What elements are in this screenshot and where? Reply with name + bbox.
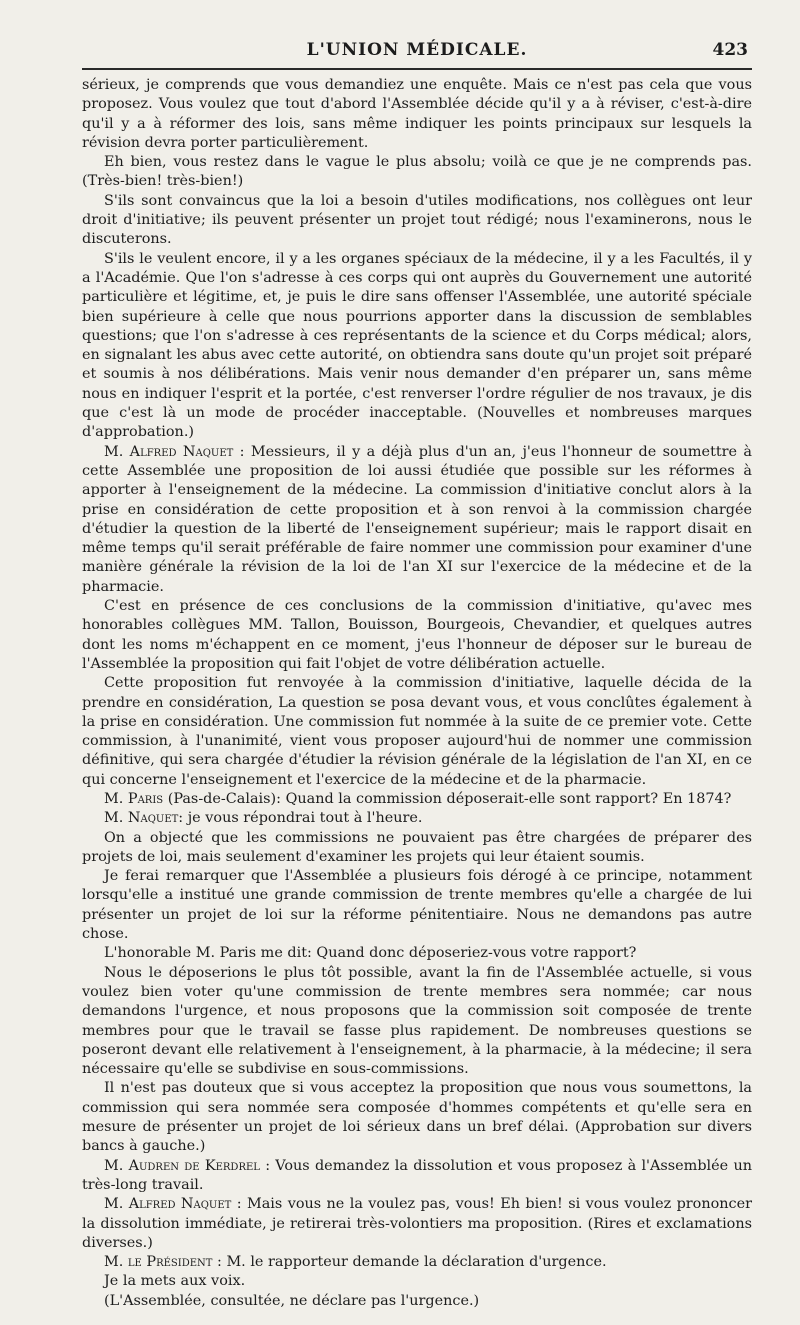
paragraph [82, 250, 752, 443]
paragraph [82, 597, 752, 674]
paragraph-text: Eh bien, vous restez dans le vague le plus absolu; voilà ce que je ne comprends pas. (Très-bien! très-bien!) [82, 154, 752, 190]
paragraph-text: S'ils le veulent encore, il y a les organes spéciaux de la médecine, il y a les Facultés, il y a l'Académie. Que l'on s'adresse à ces corps qui ont auprès du Gouvernement une autorité particulière et légitime, et, je puis le dire sans offenser l'Assemblée, une autorité spéciale bien supérieure à celle que nous pourrions apporter dans la discussion de semblables questions; que l'on s'adresse à ces représentants de la science et du Corps médical; alors, en signalant les abus avec cette autorité, on obtiendra sans doute qu'un projet soit préparé et soumis à nos délibérations. Mais venir nous demander d'en préparer un, sans même nous en indiquer l'esprit et la portée, c'est renverser l'ordre régulier de nos travaux, je dis que c'est là un mode de procéder inacceptable. (Nouvelles et nombreuses marques d'approbation.) [82, 250, 752, 441]
paragraph [82, 1292, 752, 1311]
running-head [82, 34, 752, 70]
paragraph-text: Je la mets aux voix. [104, 1273, 246, 1290]
speaker-name: M. Alfred Naquet [104, 443, 234, 460]
paragraph-text: : Messieurs, il y a déjà plus d'un an, j'eus l'honneur de soumettre à cette Assemblée une proposition de loi aussi étudiée que possible sur les réformes à apporter à l'enseignement de la médecine. La commission d'initiative conclut alors à la prise en considération de cette proposition et à son renvoi à la commission chargée d'étudier la question de la liberté de l'enseignement supérieur; mais le rapport disait en même temps qu'il serait préférable de faire nommer une commission pour examiner d'une manière générale la révision de la loi de l'an XI sur l'exercice de la médecine et de la pharmacie. [82, 443, 752, 595]
paragraph [82, 1253, 752, 1272]
paragraph [82, 153, 752, 192]
paragraph [82, 192, 752, 250]
paragraph [82, 790, 752, 809]
paragraph [82, 829, 752, 868]
speaker-name: M. le Président [104, 1254, 213, 1271]
paragraph [82, 1157, 752, 1196]
paragraph [82, 674, 752, 790]
paragraph-text: Il n'est pas douteux que si vous acceptez la proposition que nous vous soumettons, la commission qui sera nommée sera composée d'hommes compétents et qu'elle sera en mesure de présenter un projet de loi sérieux dans un bref délai. (Approbation sur divers bancs à gauche.) [82, 1080, 752, 1155]
paragraph-text: (Pas-de-Calais): Quand la commission déposerait-elle sont rapport? En 1874? [163, 790, 732, 807]
paragraph [82, 867, 752, 944]
paragraph-text: : Mais vous ne la voulez pas, vous! Eh bien! si vous voulez prononcer la dissolution immédiate, je retirerai très-volontiers ma proposition. (Rires et exclamations diverses.) [82, 1196, 752, 1251]
speaker-name: M. Alfred Naquet [104, 1196, 232, 1213]
paragraph [82, 1079, 752, 1156]
paragraph-text: (L'Assemblée, consultée, ne déclare pas l'urgence.) [104, 1292, 480, 1309]
paragraph-text: : M. le rapporteur demande la déclaration d'urgence. [212, 1254, 607, 1271]
paragraph-text: Cette proposition fut renvoyée à la commission d'initiative, laquelle décida de la prendre en considération, La question se posa devant vous, et vous conclûtes également à la prise en considération. Une commission fut nommée à la suite de ce premier vote. Cette commission, à l'unanimité, vient vous proposer aujourd'hui de nommer une commission définitive, qui sera chargée d'étudier la révision générale de la législation de l'an XI, en ce qui concerne l'enseignement et l'exercice de la médecine et de la pharmacie. [82, 675, 752, 788]
speaker-name: M. Paris [104, 790, 164, 807]
body-text [82, 76, 752, 1311]
paragraph [82, 443, 752, 597]
speaker-name: M. Audren de Kerdrel [104, 1157, 260, 1174]
page-number: 423 [712, 40, 748, 60]
paragraph-text: : je vous répondrai tout à l'heure. [178, 810, 423, 827]
paragraph-text: Nous le déposerions le plus tôt possible, avant la fin de l'Assemblée actuelle, si vous voulez bien voter qu'une commission de trente membres sera nommée; car nous demandons l'urgence, et nous proposons que la commission soit composée de trente membres pour que le travail se fasse plus rapidement. De nombreuses questions se poseront devant elle relativement à l'enseignement, à la pharmacie, à la médecine; il sera nécessaire qu'elle se subdivise en sous-commissions. [82, 964, 752, 1078]
speaker-name: M. Naquet [104, 810, 179, 827]
paragraph [82, 1272, 752, 1291]
paragraph-text: S'ils sont convaincus que la loi a besoin d'utiles modifications, nos collègues ont leur droit d'initiative; ils peuvent présenter un projet tout rédigé; nous l'examinerons, nous le discuterons. [82, 192, 752, 248]
paragraph-text: sérieux, je comprends que vous demandiez une enquête. Mais ce n'est pas cela que vous proposez. Vous voulez que tout d'abord l'Assemblée décide qu'il y a à réviser, c'est-à-dire qu'il y a à réformer des lois, sans même indiquer les points principaux sur lesquels la révision devra porter particulièrement. [82, 77, 752, 151]
paragraph-text: L'honorable M. Paris me dit: Quand donc déposeriez-vous votre rapport? [104, 945, 637, 962]
paragraph [82, 76, 752, 153]
paragraph [82, 964, 752, 1080]
paragraph-text: C'est en présence de ces conclusions de la commission d'initiative, qu'avec mes honorables collègues MM. Tallon, Bouisson, Bourgeois, Chevandier, et quelques autres dont les noms m'échappent en ce moment, j'eus l'honneur de déposer sur le bureau de l'Assemblée la proposition qui fait l'objet de votre délibération actuelle. [82, 598, 752, 672]
journal-title: L'UNION MÉDICALE. [306, 40, 528, 60]
paragraph [82, 944, 752, 963]
paragraph-text: : Vous demandez la dissolution et vous proposez à l'Assemblée un très-long travail. [82, 1157, 752, 1193]
paragraph-text: Je ferai remarquer que l'Assemblée a plusieurs fois dérogé à ce principe, notamment lorsqu'elle a institué une grande commission de trente membres qu'elle a chargée de lui présenter un projet de loi sur la réforme pénitentiaire. Nous ne demandons pas autre chose. [82, 868, 752, 943]
paragraph [82, 1195, 752, 1253]
paragraph-text: On a objecté que les commissions ne pouvaient pas être chargées de préparer des projets de loi, mais seulement d'examiner les projets qui leur étaient soumis. [82, 829, 752, 865]
paragraph [82, 809, 752, 828]
